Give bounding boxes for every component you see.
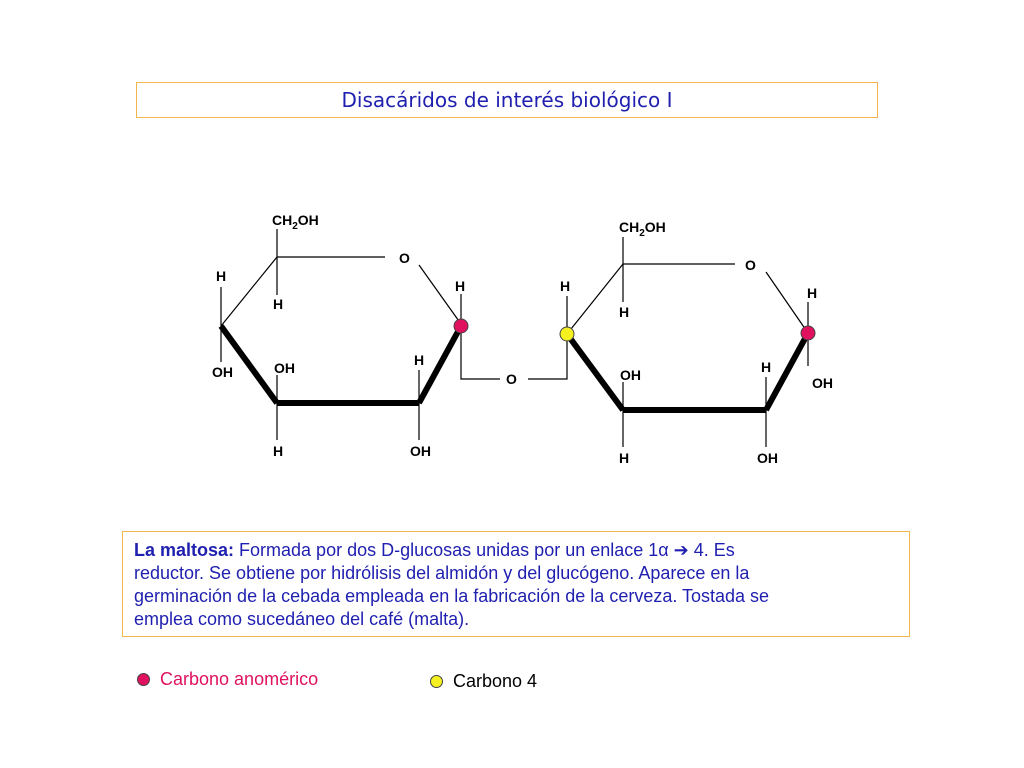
description-term: La maltosa: [134,540,235,560]
ring2-c3-oh-label: OH [620,367,641,383]
ring2-anomeric-carbon-marker [801,326,815,340]
ring2-c1-oh-label: OH [812,375,833,391]
ring2-c2-h-label: H [761,359,772,375]
ring2-carbon4-marker [560,327,574,341]
ring1-bond-o-c1 [419,265,461,324]
ring2-c4-h-label: H [560,278,571,294]
ring1-c4-oh-label: OH [212,364,233,380]
description-text-1: Formada por dos D-glucosas unidas por un enlace 1α ➔ 4. Es [234,540,735,560]
description-line-2: reductor. Se obtiene por hidrólisis del almidón y del glucógeno. Aparece en la [134,563,750,583]
ring1-c5-h-label: H [273,296,284,312]
glucose-ring-1 [212,212,567,459]
ring2-bond-c4-c3 [567,334,623,410]
description-box [122,531,910,637]
ring2-c5-h-label: H [619,304,630,320]
anomeric-carbon-dot-icon [137,673,150,686]
ring2-c2-oh-label: OH [757,450,778,466]
carbon-4-dot-icon [430,675,443,688]
page-title: Disacáridos de interés biológico I [341,88,673,112]
ring1-c3-oh-label: OH [274,360,295,376]
ring2-ch2oh-label: $CH_2OH$ [619,219,666,239]
ring1-c2-oh-label: OH [410,443,431,459]
ring2-c3-h-label: H [619,450,630,466]
ring1-bond-c2-c1 [419,326,461,403]
description-line-4: emplea como sucedáneo del café (malta). [134,609,470,629]
ring2-bond-o-c1 [766,272,808,333]
legend-carbon4-label: Carbono 4 [453,671,538,691]
ring1-c4-h-label: H [216,268,227,284]
ring1-c1-h-label: H [455,278,466,294]
glucose-ring-2 [560,219,833,466]
glycosidic-oxygen-label: O [506,371,517,387]
ring1-anomeric-carbon-marker [454,319,468,333]
ring1-bond-c5-c4-top [221,257,277,326]
ring1-ch2oh-label: $CH_2OH$ [272,212,319,232]
ring1-c3-h-label: H [273,443,284,459]
ring2-c1-h-label: H [807,285,818,301]
legend-carbon-4 [430,671,537,692]
description-line-3: germinación de la cebada empleada en la fabricación de la cerveza. Tostada se [134,586,770,606]
legend-anomeric-carbon [137,669,318,690]
ring2-bond-c4-c5 [567,264,623,334]
legend-anomeric-label: Carbono anomérico [160,669,319,689]
glycosidic-bond-left [461,326,500,379]
description-line-1 [134,539,899,562]
ring2-oxygen-label: O [745,257,756,273]
glycosidic-bond-right [528,334,567,379]
ring1-oxygen-label: O [399,250,410,266]
ring1-c2-h-label: H [414,352,425,368]
ring2-bond-c2-c1 [766,333,808,410]
